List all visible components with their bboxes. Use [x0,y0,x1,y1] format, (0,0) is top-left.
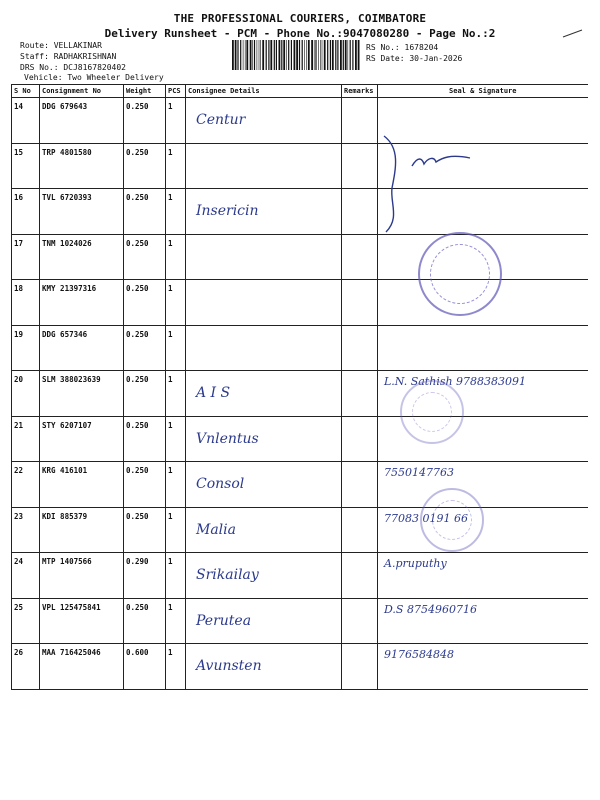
barcode-bar [294,40,296,70]
barcode-bar [240,40,241,70]
row-remarks [342,371,378,417]
consignee-handwriting: Perutea [196,612,252,629]
row-consignee [186,507,342,553]
signature-bracket-mark [370,128,510,238]
row-remarks [342,234,378,280]
barcode-bar [235,40,237,70]
barcode-bar [243,40,244,70]
rs-number: RS No.: 1678204 [366,43,439,52]
row-remarks [342,462,378,508]
row-weight: 0.250 [124,98,166,144]
row-consignment: KRG 416101 [40,462,124,508]
barcode-bar [252,40,253,70]
row-consignment: SLM 388023639 [40,371,124,417]
barcode-bar [279,40,281,70]
row-consignment: MAA 716425046 [40,644,124,690]
row-pcs: 1 [166,98,186,144]
row-consignment: MTP 1407566 [40,553,124,599]
barcode-bar [274,40,275,70]
row-consignment: TVL 6720393 [40,189,124,235]
row-sno: 16 [12,189,40,235]
consignee-handwriting [188,284,339,294]
row-consignee [186,189,342,235]
consignee-handwriting: A I S [196,385,231,401]
signature-handwriting: L.N. Sathish 9788383091 [384,375,527,388]
row-sno: 14 [12,98,40,144]
row-consignee [186,325,342,371]
row-consignee [186,416,342,462]
col-consignment: Consignment No [40,85,124,98]
barcode-bar [324,40,326,70]
row-sno: 25 [12,598,40,644]
barcode-bar [311,40,313,70]
signature-handwriting: D.S 8754960716 [384,602,477,616]
table-header-row [12,85,588,98]
row-sno: 21 [12,416,40,462]
barcode-bar [330,40,331,70]
row-pcs: 1 [166,280,186,326]
barcode-bar [352,40,353,70]
col-pcs: PCS [166,85,186,98]
row-remarks [342,416,378,462]
barcode-bar [318,40,319,70]
consignee-handwriting: Srikailay [196,567,259,583]
row-pcs: 1 [166,189,186,235]
barcode-bar [335,40,336,70]
barcode-bar [259,40,260,70]
barcode-bar [288,40,289,70]
row-weight: 0.250 [124,462,166,508]
staff-label: Staff: RADHAKRISHNAN [20,52,117,61]
barcode-bar [286,40,287,70]
row-consignee [186,98,342,144]
drs-label: DRS No.: DCJ8167820402 [20,63,126,72]
barcode-bar [355,40,357,70]
col-weight: Weight [124,85,166,98]
consignee-handwriting [188,239,339,249]
row-sno: 17 [12,234,40,280]
barcode-bar [281,40,282,70]
row-remarks [342,644,378,690]
row-pcs: 1 [166,143,186,189]
seal-stamp-faint [420,488,484,552]
table-row [12,416,588,462]
signature-handwriting: 7550147763 [384,466,454,479]
row-weight: 0.250 [124,143,166,189]
row-sno: 24 [12,553,40,599]
sheet-title: THE PROFESSIONAL COURIERS, COIMBATORE [173,12,427,25]
barcode-bar [314,40,315,70]
row-weight: 0.600 [124,644,166,690]
barcode-bar [266,40,267,70]
barcode-bar [237,40,238,70]
barcode-bar [270,40,272,70]
barcode-bar [308,40,310,70]
barcode-bar [262,40,264,70]
barcode-bar [268,40,269,70]
row-signature [378,644,588,690]
barcode-bar [337,40,338,70]
consignee-handwriting: Insericin [196,203,259,219]
signature-handwriting: A.pruputhy [384,557,447,570]
consignee-handwriting: Consol [196,476,245,492]
row-consignment: KDI 885379 [40,507,124,553]
col-remarks: Remarks [342,85,378,98]
rs-date: RS Date: 30-Jan-2026 [366,54,463,63]
consignee-handwriting: Centur [196,112,246,128]
row-remarks [342,325,378,371]
row-consignee [186,234,342,280]
seal-stamp-faint [400,380,464,444]
barcode-image [232,40,360,70]
row-weight: 0.250 [124,280,166,326]
barcode-bar [250,40,252,70]
row-consignee [186,280,342,326]
barcode-bar [299,40,300,70]
row-pcs: 1 [166,507,186,553]
row-sno: 18 [12,280,40,326]
row-remarks [342,280,378,326]
row-weight: 0.290 [124,553,166,599]
sheet-subtitle: Delivery Runsheet - PCM - Phone No.:9047080280 - Page No.:2 [104,27,496,40]
row-signature [378,325,588,371]
barcode-bar [306,40,307,70]
row-weight: 0.250 [124,598,166,644]
pen-mark [562,28,584,38]
barcode-bar [358,40,360,70]
barcode-bar [296,40,298,70]
barcode-bar [245,40,246,70]
row-consignee [186,462,342,508]
row-consignee [186,553,342,599]
consignee-handwriting: Vnlentus [196,430,259,447]
table-row [12,462,588,508]
barcode-bar [232,40,234,70]
table-row [12,644,588,690]
row-remarks [342,553,378,599]
row-sno: 15 [12,143,40,189]
row-sno: 22 [12,462,40,508]
barcode-bar [302,40,303,70]
barcode-bar [340,40,342,70]
row-consignment: KMY 21397316 [40,280,124,326]
vehicle-label: Vehicle: Two Wheeler Delivery [24,73,164,82]
row-sno: 20 [12,371,40,417]
consignee-handwriting [188,148,339,158]
barcode-bar [283,40,285,70]
row-weight: 0.250 [124,371,166,417]
row-sno: 19 [12,325,40,371]
signature-handwriting: 9176584848 [384,648,454,661]
row-remarks [342,598,378,644]
row-pcs: 1 [166,462,186,508]
table-row [12,598,588,644]
row-consignee [186,143,342,189]
col-sno: S No [12,85,40,98]
barcode-bar [320,40,321,70]
row-remarks [342,507,378,553]
row-pcs: 1 [166,553,186,599]
barcode-bar [304,40,305,70]
row-pcs: 1 [166,234,186,280]
row-sno: 26 [12,644,40,690]
barcode-bar [350,40,351,70]
barcode-bar [322,40,323,70]
table-row [12,325,588,371]
seal-stamp [418,232,502,316]
row-consignment: STY 6207107 [40,416,124,462]
barcode-bar [260,40,261,70]
barcode-bar [315,40,316,70]
row-signature [378,462,588,508]
consignee-handwriting [188,330,339,340]
row-consignment: TRP 4801580 [40,143,124,189]
row-pcs: 1 [166,416,186,462]
table-row [12,507,588,553]
row-consignee [186,371,342,417]
col-consignee: Consignee Details [186,85,342,98]
row-weight: 0.250 [124,189,166,235]
row-pcs: 1 [166,371,186,417]
row-consignment: DDG 657346 [40,325,124,371]
row-weight: 0.250 [124,234,166,280]
row-weight: 0.250 [124,325,166,371]
row-signature [378,598,588,644]
table-row [12,371,588,417]
row-pcs: 1 [166,598,186,644]
barcode-bar [332,40,334,70]
barcode-bar [343,40,344,70]
row-consignment: DDG 679643 [40,98,124,144]
consignee-handwriting: Avunsten [196,658,262,674]
row-weight: 0.250 [124,507,166,553]
row-weight: 0.250 [124,416,166,462]
row-consignment: TNM 1024026 [40,234,124,280]
barcode-bar [345,40,347,70]
consignee-handwriting: Malia [196,521,236,538]
barcode-bar [276,40,277,70]
signature-handwriting: 77083 0191 66 [384,511,468,525]
table-row [12,280,588,326]
row-consignment: VPL 125475841 [40,598,124,644]
row-consignee [186,598,342,644]
row-pcs: 1 [166,644,186,690]
row-sno: 23 [12,507,40,553]
barcode-bar [327,40,328,70]
barcode-bar [348,40,349,70]
table-row [12,553,588,599]
barcode-bar [257,40,258,70]
row-consignee [186,644,342,690]
row-pcs: 1 [166,325,186,371]
row-signature [378,553,588,599]
barcode-bar [254,40,255,70]
route-label: Route: VELLAKINAR [20,41,102,50]
barcode-bar [291,40,292,70]
col-signature: Seal & Signature [378,85,588,98]
barcode-bar [246,40,248,70]
